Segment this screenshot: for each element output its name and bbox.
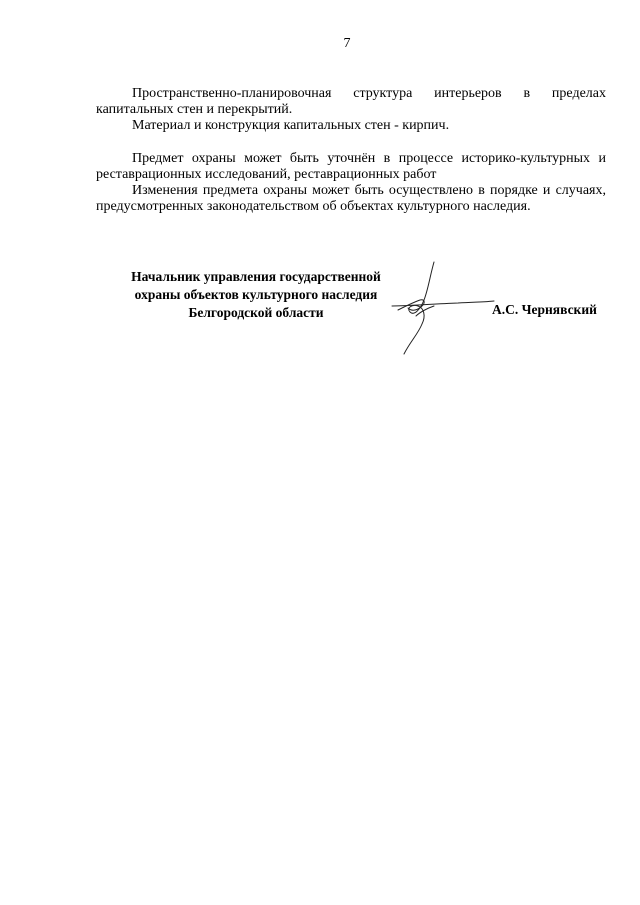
signatory-title bbox=[96, 268, 416, 322]
paragraph-gap bbox=[96, 134, 606, 151]
signatory-name: А.С. Чернявский bbox=[492, 302, 597, 317]
paragraph-protection-changes: Изменения предмета охраны может быть осуществлено в порядке и случаях, предусмотренных законодательством об объектах культурного наследия. bbox=[96, 183, 606, 214]
handwritten-signature bbox=[388, 256, 498, 360]
signatory-title-line: Белгородской области bbox=[188, 305, 324, 320]
paragraph-protection-clarification: Предмет охраны может быть уточнён в процессе историко-культурных и реставрационных исследований, реставрационных работ bbox=[96, 151, 606, 182]
signatory-title-line: охраны объектов культурного наследия bbox=[134, 287, 378, 302]
paragraph-interior-structure: Пространственно-планировочная структура интерьеров в пределах капитальных стен и перекрытий. bbox=[96, 86, 606, 117]
signatory-title-line: Начальник управления государственной bbox=[131, 269, 381, 284]
page-number: 7 bbox=[343, 36, 351, 51]
document-body bbox=[96, 86, 606, 215]
paragraph-wall-material: Материал и конструкция капитальных стен - кирпич. bbox=[132, 118, 450, 133]
